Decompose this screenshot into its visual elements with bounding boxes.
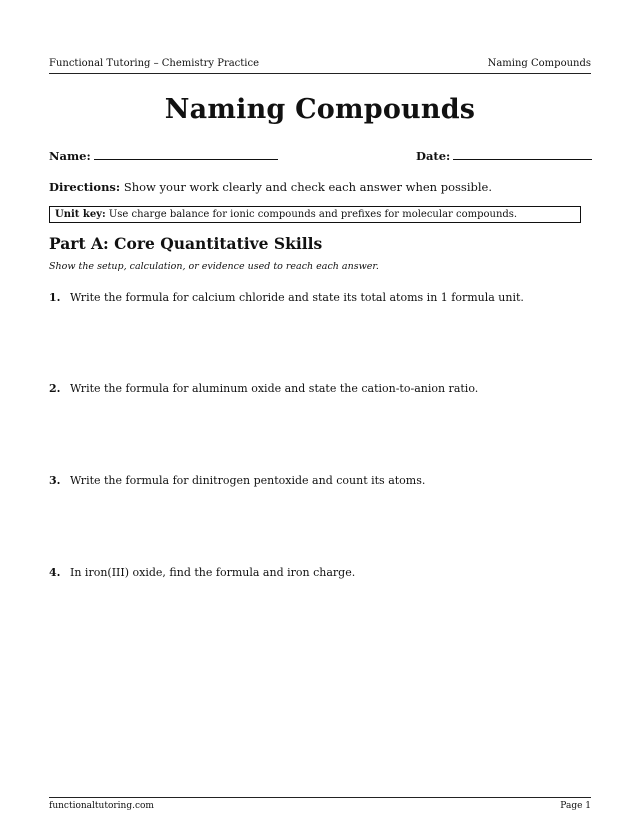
question-number: 1. — [49, 291, 61, 304]
question-item — [49, 474, 425, 487]
question-item — [49, 566, 355, 579]
footer-website: functionaltutoring.com — [49, 801, 154, 811]
header-right-text: Naming Compounds — [487, 58, 591, 69]
question-item — [49, 382, 478, 395]
question-text: Write the formula for dinitrogen pentoxide and count its atoms. — [70, 474, 426, 487]
question-number: 2. — [49, 382, 61, 395]
date-blank-line[interactable] — [453, 148, 592, 160]
directions-text: Show your work clearly and check each answer when possible. — [123, 180, 493, 194]
question-number: 3. — [49, 474, 61, 487]
question-item — [49, 291, 524, 304]
page-footer — [49, 797, 591, 811]
directions — [49, 180, 492, 194]
footer-page-number: Page 1 — [560, 801, 591, 811]
unit-key-box — [49, 206, 581, 223]
section-subtitle: Show the setup, calculation, or evidence used to reach each answer. — [49, 261, 379, 272]
name-field[interactable] — [49, 148, 278, 163]
date-label: Date: — [416, 149, 451, 163]
question-text: Write the formula for calcium chloride and state its total atoms in 1 formula unit. — [70, 291, 524, 304]
name-label: Name: — [49, 149, 91, 163]
name-blank-line[interactable] — [94, 148, 278, 160]
header-left-text: Functional Tutoring – Chemistry Practice — [49, 58, 260, 69]
directions-label: Directions: — [49, 180, 121, 194]
date-field[interactable] — [416, 148, 592, 163]
question-text: In iron(III) oxide, find the formula and iron charge. — [70, 566, 356, 579]
question-text: Write the formula for aluminum oxide and state the cation-to-anion ratio. — [70, 382, 479, 395]
page-header — [49, 58, 591, 74]
page-title: Naming Compounds — [164, 94, 476, 125]
unit-key-label: Unit key: — [55, 209, 106, 220]
question-number: 4. — [49, 566, 61, 579]
unit-key-text: Use charge balance for ionic compounds and prefixes for molecular compounds. — [108, 209, 518, 220]
section-title: Part A: Core Quantitative Skills — [49, 234, 323, 253]
